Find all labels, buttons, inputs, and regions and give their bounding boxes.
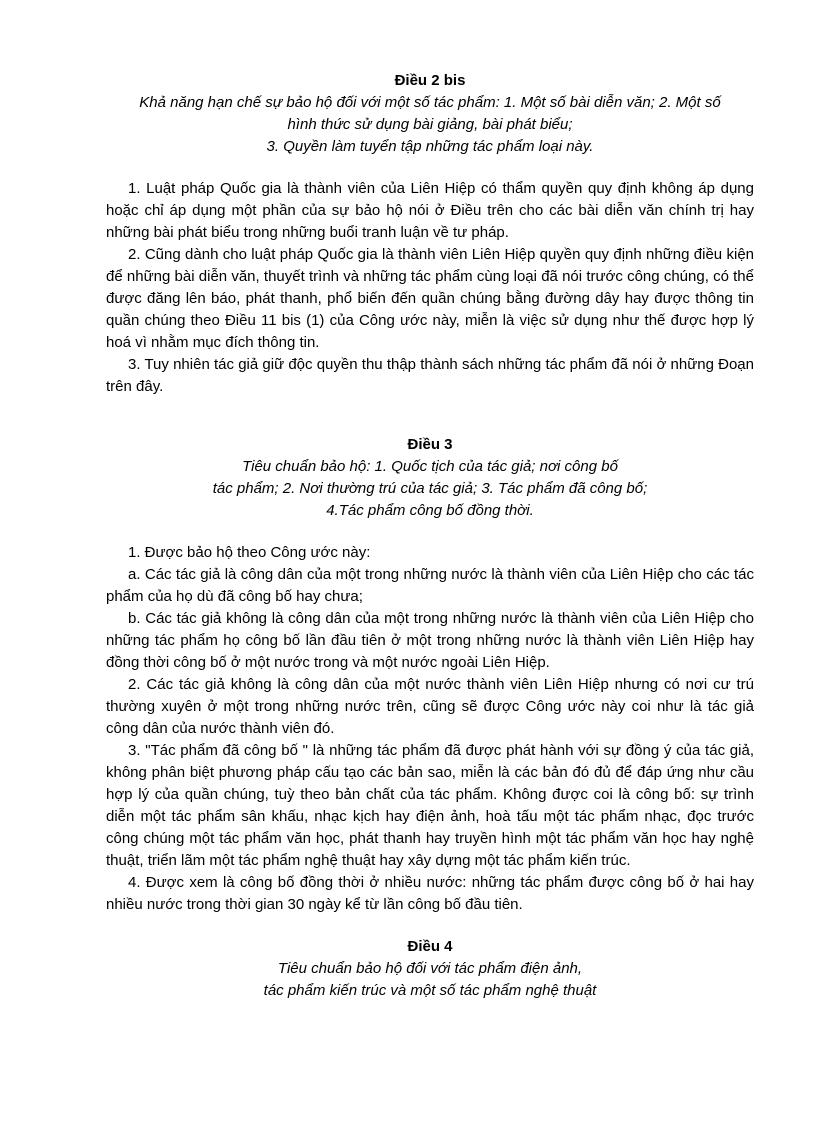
article-paragraph: a. Các tác giả là công dân của một trong những nước là thành viên của Liên Hiệp cho các tác phẩm của họ dù đã công bố hay chưa; — [106, 566, 754, 605]
article-subtitle-line: Tiêu chuẩn bảo hộ đối với tác phẩm điện ảnh, — [277, 960, 583, 977]
article-subtitle-line: Khả năng hạn chế sự bảo hộ đối với một số tác phẩm: 1. Một số bài diễn văn; 2. Một số — [139, 94, 721, 111]
article-paragraph: 2. Các tác giả không là công dân của một nước thành viên Liên Hiệp nhưng có nơi cư trú thường xuyên ở một trong những nước trên, cũng sẽ được Công ước này coi như là tác giả công dân của nước thành viên đó. — [106, 676, 754, 737]
article-title: Điều 2 bis — [394, 72, 466, 89]
article-subtitle-line: hình thức sử dụng bài giảng, bài phát biểu; — [287, 116, 573, 133]
article-paragraph: 2. Cũng dành cho luật pháp Quốc gia là thành viên Liên Hiệp quyền quy định những điều kiện để những bài diễn văn, thuyết trình và những tác phẩm cùng loại đã nói trước công chúng, có thể được đăng lên báo, phát thanh, phổ biến đến quần chúng bằng đường dây hay được thông tin quần chúng theo Điều 11 bis (1) của Công ước này, miễn là việc sử dụng như thế được hợp lý hoá vì nhằm mục đích thông tin. — [106, 246, 754, 351]
article-paragraph: 3. Tuy nhiên tác giả giữ độc quyền thu thập thành sách những tác phẩm đã nói ở những Đoạn trên đây. — [106, 356, 754, 395]
article-paragraph: b. Các tác giả không là công dân của một trong những nước là thành viên của Liên Hiệp cho những tác phẩm họ công bố lần đầu tiên ở một trong những nước là thành viên Liên Hiệp hay đồng thời công bố ở một nước trong và một nước ngoài Liên Hiệp. — [106, 610, 754, 671]
article-paragraph: 4. Được xem là công bố đồng thời ở nhiều nước: những tác phẩm được công bố ở hai hay nhiều nước trong thời gian 30 ngày kể từ lần công bố đầu tiên. — [106, 874, 754, 913]
article-title: Điều 4 — [407, 938, 453, 955]
document-page — [106, 70, 754, 1002]
article-subtitle-line: tác phẩm; 2. Nơi thường trú của tác giả; 3. Tác phẩm đã công bố; — [212, 480, 648, 497]
article-paragraph: 1. Được bảo hộ theo Công ước này: — [128, 544, 371, 561]
article-subtitle-line: 3. Quyền làm tuyển tập những tác phẩm loại này. — [266, 138, 594, 155]
article-4 — [106, 936, 754, 1002]
article-title: Điều 3 — [407, 436, 453, 453]
article-2-bis — [106, 70, 754, 398]
article-paragraph: 3. "Tác phẩm đã công bố " là những tác phẩm đã được phát hành với sự đồng ý của tác giả, không phân biệt phương pháp cấu tạo các bản sao, miễn là các bản đó đủ để đáp ứng như cầu hợp lý của quần chúng, tuỳ theo bản chất của tác phẩm. Không được coi là công bố: sự trình diễn một tác phẩm sân khấu, nhạc kịch hay điện ảnh, hoà tấu một tác phẩm nhạc, đọc trước công chúng một tác phẩm văn học, phát thanh hay truyền hình một tác phẩm văn học hay nghệ thuật, triển lãm một tác phẩm nghệ thuật hay xây dựng một tác phẩm kiến trúc. — [106, 742, 754, 869]
article-3 — [106, 434, 754, 916]
article-paragraph: 1. Luật pháp Quốc gia là thành viên của Liên Hiệp có thẩm quyền quy định không áp dụng hoặc chỉ áp dụng một phần của sự bảo hộ nói ở Điều trên cho các bài diễn văn chính trị hay những bài phát biểu trong những buổi tranh luận về tư pháp. — [106, 180, 754, 241]
article-subtitle-line: tác phẩm kiến trúc và một số tác phẩm nghệ thuật — [263, 982, 597, 999]
article-subtitle-line: 4.Tác phẩm công bố đồng thời. — [326, 502, 534, 519]
article-subtitle-line: Tiêu chuẩn bảo hộ: 1. Quốc tịch của tác giả; nơi công bố — [242, 458, 618, 475]
